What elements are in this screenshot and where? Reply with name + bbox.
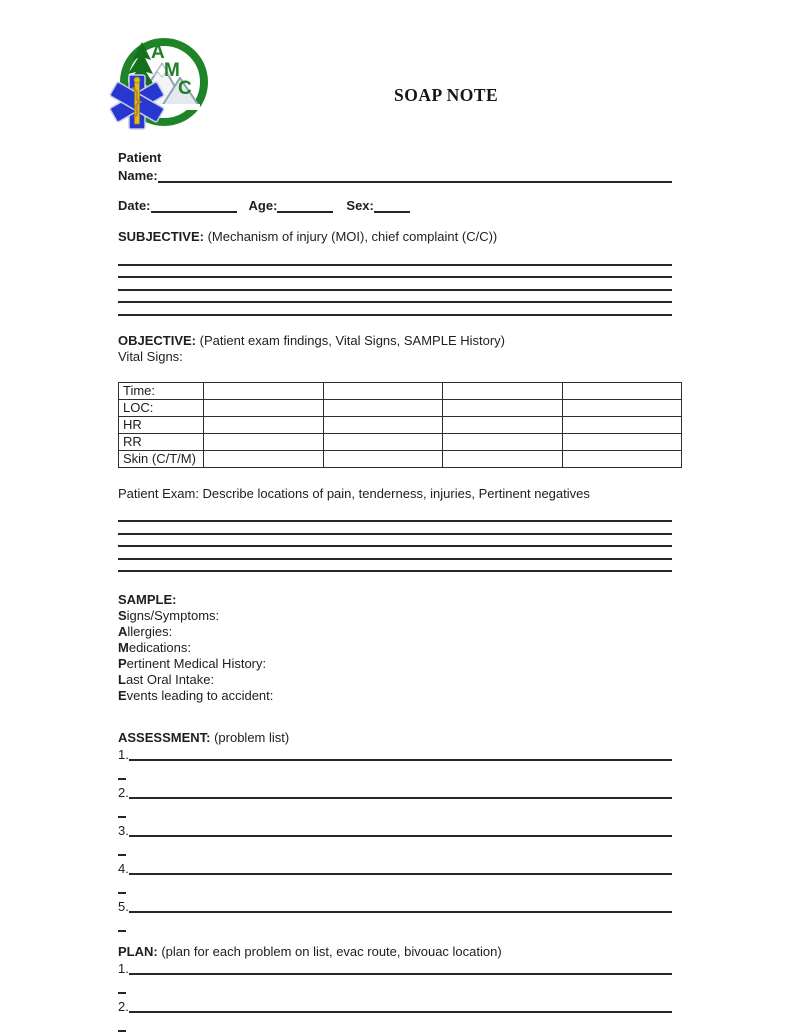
vitals-cell	[443, 399, 563, 416]
patient-name-row	[118, 167, 672, 184]
write-line	[118, 560, 672, 573]
assessment-heading-row	[118, 730, 672, 746]
write-line	[129, 1011, 672, 1013]
vitals-cell	[562, 399, 682, 416]
item-number: 3.	[118, 823, 129, 838]
assessment-description: (problem list)	[210, 730, 290, 745]
sample-item-intake: Last Oral Intake:	[118, 672, 215, 687]
objective-heading-row	[118, 333, 672, 349]
date-age-sex-row	[118, 197, 672, 214]
vitals-cell	[562, 416, 682, 433]
patient-exam-instruction: Patient Exam: Describe locations of pain, tenderness, injuries, Pertinent negatives	[118, 485, 590, 501]
vitals-cell	[204, 416, 324, 433]
write-line	[118, 535, 672, 548]
assessment-item	[118, 860, 672, 894]
wrapped-underscore	[118, 883, 126, 894]
item-number: 1.	[118, 747, 129, 762]
write-line	[118, 522, 672, 535]
table-row	[119, 416, 682, 433]
item-number: 5.	[118, 899, 129, 914]
sample-section	[118, 592, 672, 704]
write-line	[129, 873, 672, 875]
item-number: 4.	[118, 861, 129, 876]
subjective-write-lines	[118, 253, 672, 316]
vitals-cell	[562, 382, 682, 399]
assessment-item	[118, 898, 672, 932]
vitals-cell	[323, 382, 443, 399]
vitals-cell	[204, 399, 324, 416]
vitals-cell	[204, 382, 324, 399]
age-label: Age:	[248, 198, 278, 213]
assessment-heading: ASSESSMENT:	[118, 730, 211, 745]
wrapped-underscore	[118, 1021, 126, 1032]
vitals-cell	[204, 450, 324, 467]
row-label-hr: HR	[119, 416, 204, 433]
plan-heading: PLAN:	[118, 944, 158, 959]
name-label: Name:	[118, 168, 158, 183]
sample-item-history: Pertinent Medical History:	[118, 656, 267, 671]
logo-letter-m: M	[164, 60, 180, 81]
vitals-cell	[323, 399, 443, 416]
vitals-cell	[562, 433, 682, 450]
write-line	[129, 797, 672, 799]
write-line	[118, 547, 672, 560]
page-title: SOAP NOTE	[394, 85, 499, 105]
sample-item-events: Events leading to accident:	[118, 688, 274, 703]
write-line	[118, 278, 672, 291]
row-label-rr: RR	[119, 433, 204, 450]
subjective-description: (Mechanism of injury (MOI), chief complaint (C/C))	[203, 229, 498, 244]
vital-signs-label: Vital Signs:	[118, 348, 183, 364]
write-line	[129, 759, 672, 761]
write-line	[118, 291, 672, 304]
vitals-cell	[443, 416, 563, 433]
vitals-cell	[562, 450, 682, 467]
item-number: 2.	[118, 999, 129, 1014]
sample-item-medications: Medications:	[118, 640, 191, 655]
vitals-cell	[323, 450, 443, 467]
write-line	[118, 266, 672, 279]
row-label-loc: LOC:	[119, 399, 204, 416]
row-label-time: Time:	[119, 382, 204, 399]
write-line	[129, 835, 672, 837]
name-write-line	[158, 181, 672, 183]
table-row	[119, 382, 682, 399]
logo-letter-c: C	[178, 78, 192, 99]
vitals-cell	[443, 382, 563, 399]
write-line	[129, 911, 672, 913]
plan-item	[118, 960, 672, 994]
item-number: 1.	[118, 961, 129, 976]
assessment-item	[118, 822, 672, 856]
logo-letter-a: A	[151, 42, 165, 63]
sample-item-allergies: Allergies:	[118, 624, 173, 639]
objective-heading: OBJECTIVE:	[118, 332, 197, 348]
table-row	[119, 450, 682, 467]
plan-heading-row	[118, 944, 672, 960]
table-row	[119, 433, 682, 450]
write-line	[118, 303, 672, 316]
plan-description: (plan for each problem on list, evac route, bivouac location)	[157, 944, 502, 959]
date-label: Date:	[118, 198, 151, 213]
amc-logo	[104, 30, 214, 145]
wrapped-underscore	[118, 845, 126, 856]
vitals-cell	[443, 450, 563, 467]
assessment-item	[118, 746, 672, 780]
vital-signs-table	[118, 382, 682, 468]
assessment-item	[118, 784, 672, 818]
patient-exam-write-lines	[118, 510, 672, 573]
write-line	[118, 253, 672, 266]
wrapped-underscore	[118, 769, 126, 780]
vitals-cell	[443, 433, 563, 450]
wrapped-underscore	[118, 983, 126, 994]
vitals-cell	[323, 433, 443, 450]
sex-label: Sex:	[346, 198, 374, 213]
row-label-skin: Skin (C/T/M)	[119, 450, 204, 467]
subjective-heading: SUBJECTIVE:	[118, 229, 204, 244]
subjective-heading-row	[118, 229, 672, 245]
sample-item-signs: Signs/Symptoms:	[118, 608, 220, 623]
sex-write-line	[374, 201, 410, 213]
write-line	[129, 973, 672, 975]
write-line	[118, 510, 672, 523]
vitals-cell	[204, 433, 324, 450]
age-write-line	[277, 201, 333, 213]
objective-description: (Patient exam findings, Vital Signs, SAMPLE History)	[196, 332, 506, 348]
sample-heading: SAMPLE:	[118, 592, 177, 607]
date-write-line	[151, 201, 237, 213]
table-row	[119, 399, 682, 416]
wrapped-underscore	[118, 921, 126, 932]
wrapped-underscore	[118, 807, 126, 818]
item-number: 2.	[118, 785, 129, 800]
vitals-cell	[323, 416, 443, 433]
plan-item	[118, 998, 672, 1032]
patient-label: Patient	[118, 150, 162, 165]
